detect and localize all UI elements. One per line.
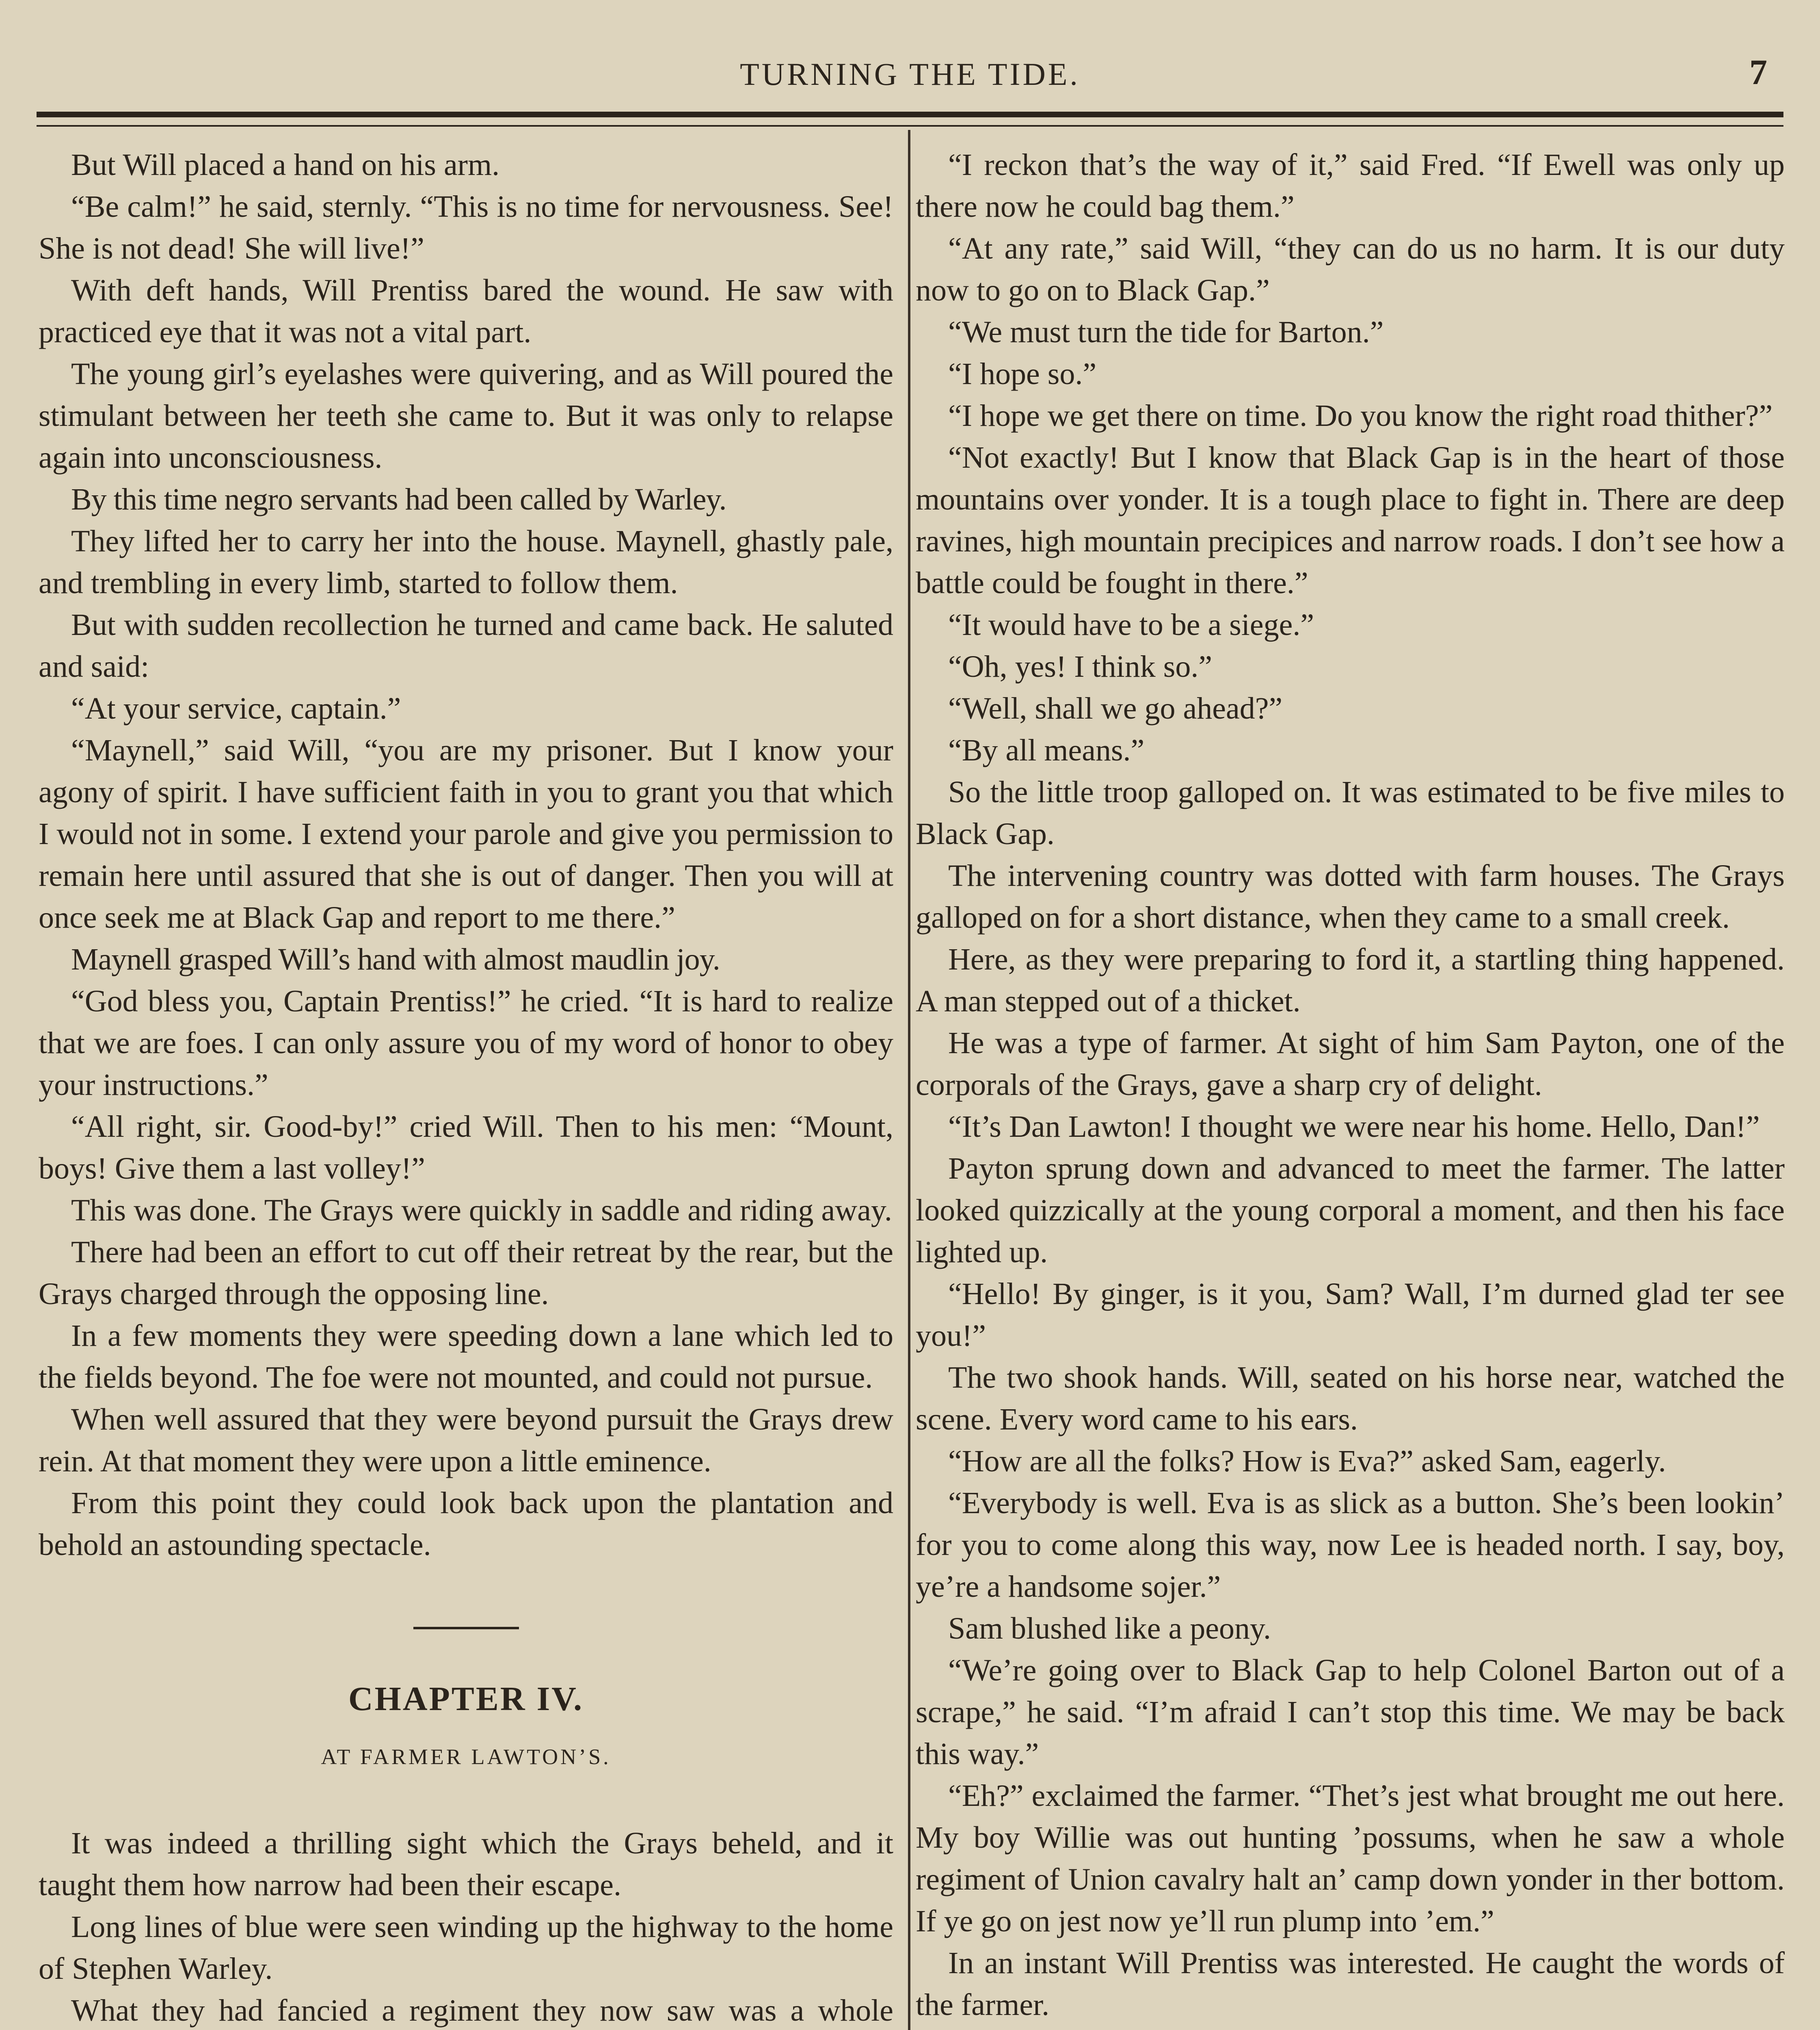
- paragraph: He was a type of farmer. At sight of him Sam Payton, one of the corporals of the Grays, gave a sharp cry of delight.: [916, 1026, 1785, 1102]
- paragraph: When well assured that they were beyond pursuit the Grays drew rein. At that moment they were upon a little eminence.: [39, 1402, 893, 1478]
- paragraph: Here, as they were preparing to ford it, a startling thing happened. A man stepped out of a thicket.: [916, 942, 1785, 1018]
- paragraph: Payton sprung down and advanced to meet the farmer. The latter looked quizzically at the young corporal a moment, and then his face lighted up.: [916, 1151, 1785, 1269]
- paragraph: Long lines of blue were seen winding up the highway to the home of Stephen Warley.: [39, 1910, 893, 1986]
- paragraph: They lifted her to carry her into the house. Maynell, ghastly pale, and trembling in every limb, started to follow them.: [39, 524, 893, 600]
- paragraph: “I hope so.”: [948, 357, 1097, 391]
- paragraph: But Will placed a hand on his arm.: [71, 148, 500, 182]
- paragraph: “I hope we get there on time. Do you know the right road thither?”: [948, 399, 1773, 433]
- paragraph: “Hello! By ginger, is it you, Sam? Wall, I’m durned glad ter see you!”: [916, 1277, 1785, 1353]
- paragraph: What they had fancied a regiment they now saw was a whole: [71, 1993, 893, 2028]
- paragraph: “Eh?” exclaimed the farmer. “Thet’s jest what brought me out here. My boy Willie was out hunting ’possums, when he saw a whole regiment of Union cavalry halt an’ camp down yonder in ther bottom. If ye go on jest now ye’ll run plump into ’em.”: [916, 1779, 1785, 1938]
- section-rule: [413, 1627, 519, 1629]
- paragraph: In a few moments they were speeding down a lane which led to the fields beyond. The foe were not mounted, and could not pursue.: [39, 1319, 893, 1395]
- paragraph: “All right, sir. Good-by!” cried Will. Then to his men: “Mount, boys! Give them a last volley!”: [39, 1110, 893, 1186]
- paragraph: In an instant Will Prentiss was interested. He caught the words of the farmer.: [916, 1946, 1785, 2022]
- paragraph: “God bless you, Captain Prentiss!” he cried. “It is hard to realize that we are foes. I can only assure you of my word of honor to obey your instructions.”: [39, 984, 893, 1102]
- paragraph: “Maynell,” said Will, “you are my prisoner. But I know your agony of spirit. I have sufficient faith in you to grant you that which I would not in some. I extend your parole and give you permission to remain here until assured that she is out of danger. Then you will at once seek me at Black Gap and report to me there.”: [39, 733, 893, 935]
- paragraph: “By all means.”: [948, 733, 1145, 767]
- paragraph: The intervening country was dotted with farm houses. The Grays galloped on for a short distance, when they came to a small creek.: [916, 859, 1785, 935]
- paragraph: “Well, shall we go ahead?”: [948, 691, 1283, 726]
- paragraph: But with sudden recollection he turned and came back. He saluted and said:: [39, 608, 893, 684]
- chapter-subtitle: AT FARMER LAWTON’S.: [321, 1745, 611, 1769]
- paragraph: “Oh, yes! I think so.”: [948, 650, 1213, 684]
- header-rule-thick: [37, 112, 1783, 117]
- paragraph: The two shook hands. Will, seated on his horse near, watched the scene. Every word came to his ears.: [916, 1361, 1785, 1436]
- running-title: TURNING THE TIDE.: [740, 56, 1080, 92]
- paragraph: From this point they could look back upon the plantation and behold an astounding spectacle.: [39, 1486, 893, 1562]
- paragraph: “We must turn the tide for Barton.”: [948, 315, 1384, 349]
- paragraph: This was done. The Grays were quickly in saddle and riding away.: [71, 1193, 892, 1227]
- paragraph: It was indeed a thrilling sight which the Grays beheld, and it taught them how narrow had been their escape.: [39, 1826, 893, 1902]
- paragraph: “How are all the folks? How is Eva?” asked Sam, eagerly.: [948, 1444, 1666, 1478]
- column-divider: [908, 130, 910, 2030]
- paragraph: “Be calm!” he said, sternly. “This is no time for nervousness. See! She is not dead! She will live!”: [39, 190, 893, 266]
- page-header: [37, 49, 1783, 118]
- paragraph: Sam blushed like a peony.: [948, 1611, 1271, 1646]
- page-number: 7: [1749, 53, 1767, 92]
- paragraph: “Everybody is well. Eva is as slick as a button. She’s been lookin’ for you to come along this way, now Lee is headed north. I say, boy, ye’re a handsome sojer.”: [916, 1486, 1785, 1604]
- paragraph: With deft hands, Will Prentiss bared the wound. He saw with practiced eye that it was not a vital part.: [39, 273, 893, 349]
- right-column: [916, 144, 1785, 2030]
- paragraph: By this time negro servants had been called by Warley.: [71, 482, 726, 516]
- paragraph: “I reckon that’s the way of it,” said Fred. “If Ewell was only up there now he could bag them.”: [916, 148, 1785, 224]
- paragraph: [916, 2026, 1785, 2030]
- paragraph: “At any rate,” said Will, “they can do us no harm. It is our duty now to go on to Black Gap.”: [916, 231, 1785, 307]
- paragraph: So the little troop galloped on. It was estimated to be five miles to Black Gap.: [916, 775, 1785, 851]
- chapter-title: CHAPTER IV.: [348, 1680, 584, 1718]
- paragraph: “Not exactly! But I know that Black Gap is in the heart of those mountains over yonder. It is a tough place to fight in. There are deep ravines, high mountain precipices and narrow roads. I don’t see how a battle could be fought in there.”: [916, 441, 1785, 600]
- paragraph: The young girl’s eyelashes were quivering, and as Will poured the stimulant between her teeth she came to. But it was only to relapse again into unconsciousness.: [39, 357, 893, 475]
- left-column: [39, 144, 893, 2030]
- paragraph: “At your service, captain.”: [71, 691, 401, 726]
- paragraph: Maynell grasped Will’s hand with almost maudlin joy.: [71, 942, 720, 976]
- paragraph: “We’re going over to Black Gap to help Colonel Barton out of a scrape,” he said. “I’m afraid I can’t stop this time. We may be back this way.”: [916, 1653, 1785, 1771]
- paragraph: “It’s Dan Lawton! I thought we were near his home. Hello, Dan!”: [948, 1110, 1760, 1144]
- header-rule-thin: [37, 125, 1783, 127]
- paragraph: “It would have to be a siege.”: [948, 608, 1314, 642]
- paragraph: There had been an effort to cut off their retreat by the rear, but the Grays charged through the opposing line.: [39, 1235, 893, 1311]
